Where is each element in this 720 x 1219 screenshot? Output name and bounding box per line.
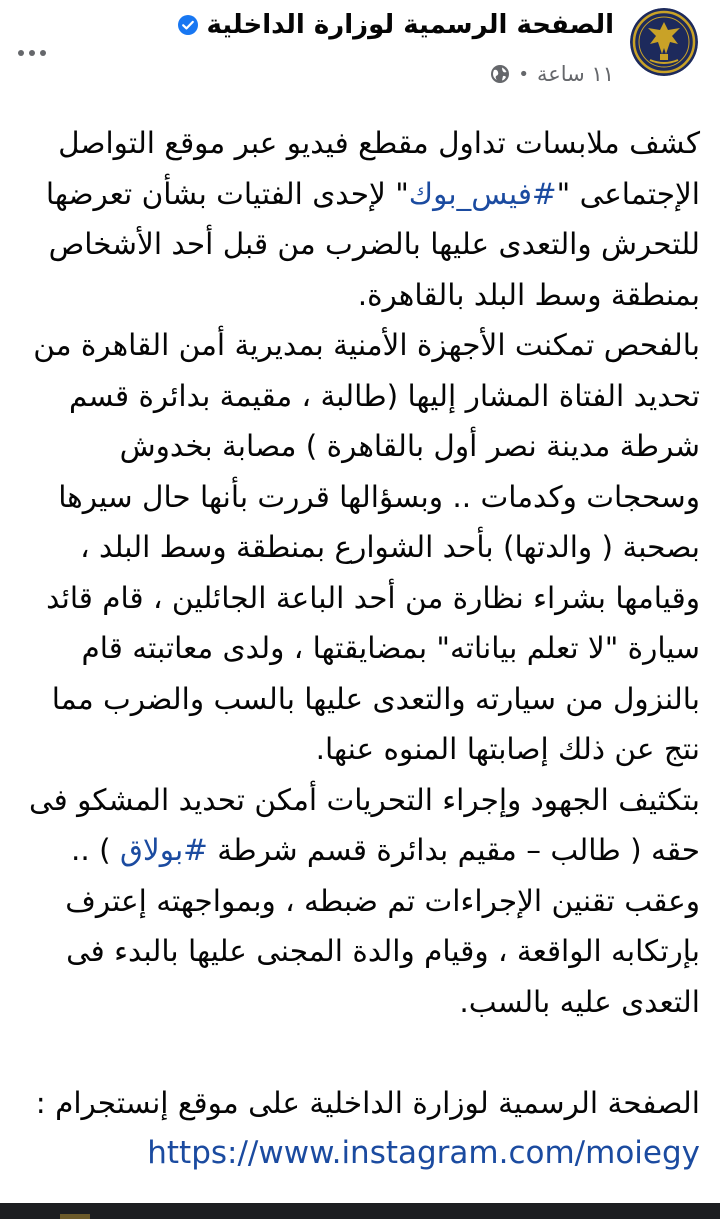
paragraph-spacer [22, 1027, 700, 1078]
instagram-link[interactable]: https://www.instagram.com/moiegy [147, 1135, 700, 1171]
post-paragraph: الصفحة الرسمية لوزارة الداخلية على موقع إنستجرام : [35, 1085, 700, 1120]
page-name-link[interactable]: الصفحة الرسمية لوزارة الداخلية [206, 10, 614, 40]
ministry-eagle-logo-icon [630, 8, 698, 76]
next-post-preview [60, 1214, 90, 1219]
post-paragraph: بتكثيف الجهود وإجراء التحريات أمكن تحديد المشكو فى حقه ( طالب – مقيم بدائرة قسم شرطة #بولاق ) .. وعقب تقنين الإجراءات تم ضبطه ، وبمواجهته إعترف بإرتكابه الواقعة ، وقيام والدة المجنى عليها بالبدء فى التعدى عليه بالسب. [29, 782, 700, 1019]
post-timestamp[interactable]: ١١ ساعة [536, 62, 614, 86]
page-name-row [177, 10, 615, 40]
post-paragraph: كشف ملابسات تداول مقطع فيديو عبر موقع التواصل الإجتماعى "#فيس_بوك" لإحدى الفتيات بشأن تعرضها للتحرش والتعدى عليها بالضرب من قبل أحد الأشخاص بمنطقة وسط البلد بالقاهرة. [45, 126, 700, 312]
verified-badge-icon [177, 14, 199, 36]
more-dot-icon [29, 50, 35, 56]
more-options-button[interactable] [14, 38, 50, 68]
more-dot-icon [40, 50, 46, 56]
more-dot-icon [18, 50, 24, 56]
page-avatar[interactable] [630, 8, 698, 76]
bottom-divider [0, 1203, 720, 1219]
post-header [0, 0, 720, 100]
hashtag-facebook-link[interactable]: #فيس_بوك [408, 176, 557, 211]
hashtag-bulaq-link[interactable]: #بولاق [120, 833, 208, 867]
globe-icon[interactable] [490, 64, 510, 84]
post-body [22, 118, 700, 1179]
meta-separator: • [518, 63, 529, 85]
post-paragraph: بالفحص تمكنت الأجهزة الأمنية بمديرية أمن القاهرة من تحديد الفتاة المشار إليها (طالبة ، مقيمة بدائرة قسم شرطة مدينة نصر أول بالقاهرة ) مصابة بخدوش وسحجات وكدمات .. وبسؤالها قررت بأنها حال سيرها بصحبة ( والدتها) بأحد الشوارع بمنطقة وسط البلد ، وقيامها بشراء نظارة من أحد الباعة الجائلين ، قام قائد سيارة "لا تعلم بياناته" بمضايقتها ، ولدى معاتبته قام بالنزول من سيارته والتعدى عليها بالسب والضرب مما نتج عن ذلك إصابتها المنوه عنها. [33, 328, 700, 766]
post-meta [490, 62, 614, 86]
